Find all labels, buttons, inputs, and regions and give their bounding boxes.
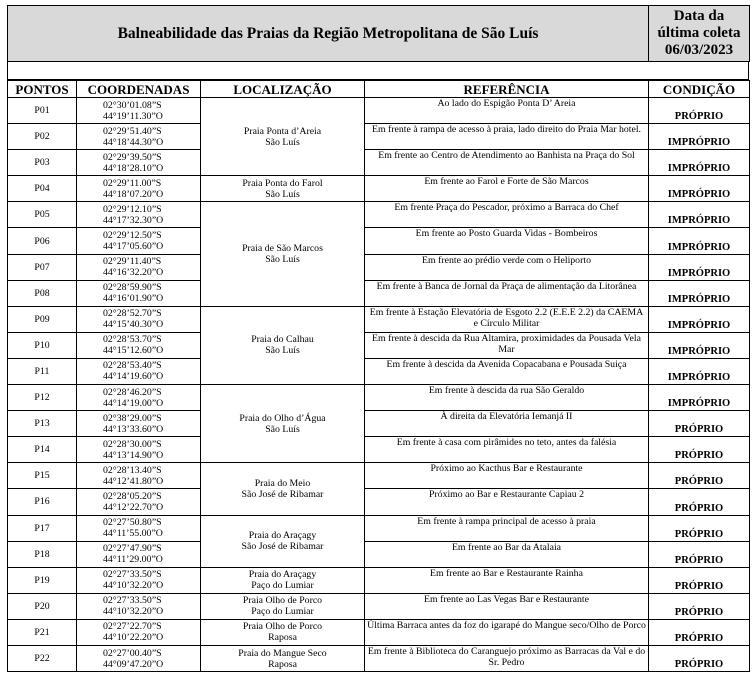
point-id: P22	[8, 645, 77, 671]
reference: Em frente ao Bar e Restaurante Rainha	[365, 567, 649, 593]
reference: Próximo ao Kacthus Bar e Restaurante	[365, 463, 649, 489]
reference: Em frente à Banca de Jornal da Praça de alimentação da Litorânea	[365, 280, 649, 306]
reference: Em frente Praça do Pescador, próximo a Barraca do Chef	[365, 202, 649, 228]
table-row	[8, 567, 750, 593]
condition: PRÓPRIO	[649, 489, 750, 515]
coordinates: 02°29’12.10”S 44°17’32.30”O	[77, 202, 201, 228]
location: Praia do Calhau São Luís	[201, 306, 365, 384]
coordinates: 02°29’12.50”S 44°17’05.60”O	[77, 228, 201, 254]
table-row	[8, 489, 750, 515]
location: Praia do Olho d’Água São Luís	[201, 385, 365, 463]
coordinates: 02°27’33.50”S 44°10’32.20”O	[77, 593, 201, 619]
reference: Em frente ao Las Vegas Bar e Restaurante	[365, 593, 649, 619]
reference: Em frente à casa com pirâmides no teto, antes da falésia	[365, 437, 649, 463]
point-id: P02	[8, 124, 77, 150]
date-label-2: última coleta	[657, 25, 741, 41]
point-id: P09	[8, 306, 77, 332]
col-header-coordenadas: COORDENADAS	[77, 81, 201, 98]
condition: PRÓPRIO	[649, 463, 750, 489]
reference: Em frente à rampa de acesso à praia, lado direito do Praia Mar hotel.	[365, 124, 649, 150]
coordinates: 02°28’53.70”S 44°15’12.60”O	[77, 332, 201, 358]
condition: IMPRÓPRIO	[649, 176, 750, 202]
table-row	[8, 254, 750, 280]
coordinates: 02°38’29.00”S 44°13’33.60”O	[77, 411, 201, 437]
coordinates: 02°28’59.90”S 44°16’01.90”O	[77, 280, 201, 306]
condition: IMPRÓPRIO	[649, 280, 750, 306]
beach-table	[7, 80, 750, 672]
reference: Em frente à descida da Rua Altamira, proximidades da Pousada Vela Mar	[365, 332, 649, 358]
location: Praia Olho de Porco Paço do Lumiar	[201, 593, 365, 619]
coordinates: 02°27’00.40”S 44°09’47.20”O	[77, 645, 201, 671]
condition: PRÓPRIO	[649, 619, 750, 645]
location: Praia Olho de Porco Raposa	[201, 619, 365, 645]
table-header-row	[8, 81, 750, 98]
reference: Em frente à descida da rua São Geraldo	[365, 385, 649, 411]
reference: Em frente ao Farol e Forte de São Marcos	[365, 176, 649, 202]
spacer-row	[7, 62, 749, 80]
condition: PRÓPRIO	[649, 567, 750, 593]
reference: Em frente ao Bar da Atalaia	[365, 541, 649, 567]
coordinates: 02°27’47.90”S 44°11’29.00”O	[77, 541, 201, 567]
coordinates: 02°28’53.40”S 44°14’19.60”O	[77, 358, 201, 384]
condition: IMPRÓPRIO	[649, 150, 750, 176]
table-row	[8, 593, 750, 619]
table-row	[8, 176, 750, 202]
condition: IMPRÓPRIO	[649, 306, 750, 332]
condition: IMPRÓPRIO	[649, 124, 750, 150]
coordinates: 02°27’22.70”S 44°10’22.20”O	[77, 619, 201, 645]
point-id: P04	[8, 176, 77, 202]
point-id: P17	[8, 515, 77, 541]
col-header-localizacao: LOCALIZAÇÃO	[201, 81, 365, 98]
point-id: P01	[8, 98, 77, 124]
coordinates: 02°30’01.08”S 44°19’11.30”O	[77, 98, 201, 124]
point-id: P07	[8, 254, 77, 280]
point-id: P14	[8, 437, 77, 463]
title-header	[7, 5, 750, 62]
table-row	[8, 385, 750, 411]
condition: PRÓPRIO	[649, 515, 750, 541]
location: Praia do Araçagy São José de Ribamar	[201, 515, 365, 567]
coordinates: 02°29’11.40”S 44°16’32.20”O	[77, 254, 201, 280]
collection-date: 06/03/2023	[664, 42, 734, 58]
col-header-referencia: REFERÊNCIA	[365, 81, 649, 98]
point-id: P10	[8, 332, 77, 358]
point-id: P16	[8, 489, 77, 515]
point-id: P08	[8, 280, 77, 306]
coordinates: 02°29’39.50”S 44°18’28.10”O	[77, 150, 201, 176]
table-row	[8, 332, 750, 358]
reference: Em frente à Biblioteca do Caranguejo próximo as Barracas da Val e do Sr. Pedro	[365, 645, 649, 671]
condition: IMPRÓPRIO	[649, 332, 750, 358]
point-id: P13	[8, 411, 77, 437]
point-id: P05	[8, 202, 77, 228]
location: Praia Ponta do Farol São Luís	[201, 176, 365, 202]
table-row	[8, 515, 750, 541]
coordinates: 02°28’30.00”S 44°13’14.90”O	[77, 437, 201, 463]
point-id: P06	[8, 228, 77, 254]
reference: Ao lado do Espigão Ponta D’ Areia	[365, 98, 649, 124]
condition: PRÓPRIO	[649, 411, 750, 437]
table-row	[8, 228, 750, 254]
location: Praia do Meio São José de Ribamar	[201, 463, 365, 515]
point-id: P20	[8, 593, 77, 619]
point-id: P18	[8, 541, 77, 567]
coordinates: 02°28’52.70”S 44°15’40.30”O	[77, 306, 201, 332]
table-row	[8, 645, 750, 671]
condition: IMPRÓPRIO	[649, 254, 750, 280]
reference: Em frente ao Posto Guarda Vidas - Bombeiros	[365, 228, 649, 254]
coordinates: 02°28’13.40”S 44°12’41.80”O	[77, 463, 201, 489]
coordinates: 02°28’05.20”S 44°12’22.70”O	[77, 489, 201, 515]
condition: PRÓPRIO	[649, 437, 750, 463]
table-row	[8, 280, 750, 306]
point-id: P21	[8, 619, 77, 645]
reference: Em frente à rampa principal de acesso à praia	[365, 515, 649, 541]
table-row	[8, 619, 750, 645]
coordinates: 02°28’46.20”S 44°14’19.00”O	[77, 385, 201, 411]
location: Praia do Mangue Seco Raposa	[201, 645, 365, 671]
condition: PRÓPRIO	[649, 98, 750, 124]
point-id: P03	[8, 150, 77, 176]
condition: PRÓPRIO	[649, 541, 750, 567]
coordinates: 02°29’51.40”S 44°18’44.30”O	[77, 124, 201, 150]
condition: IMPRÓPRIO	[649, 358, 750, 384]
condition: PRÓPRIO	[649, 645, 750, 671]
location: Praia Ponta d’Areia São Luís	[201, 98, 365, 176]
point-id: P11	[8, 358, 77, 384]
coordinates: 02°27’33.50”S 44°10’32.20”O	[77, 567, 201, 593]
table-row	[8, 306, 750, 332]
reference: Em frente à Estação Elevatória de Esgoto 2.2 (E.E.E 2.2) da CAEMA e Círculo Militar	[365, 306, 649, 332]
document-title: Balneabilidade das Praias da Região Metropolitana de São Luís	[8, 6, 649, 62]
point-id: P19	[8, 567, 77, 593]
table-row	[8, 358, 750, 384]
reference: Próximo ao Bar e Restaurante Capiau 2	[365, 489, 649, 515]
table-row	[8, 541, 750, 567]
col-header-condicao: CONDIÇÃO	[649, 81, 750, 98]
table-row	[8, 124, 750, 150]
table-row	[8, 463, 750, 489]
condition: PRÓPRIO	[649, 593, 750, 619]
table-row	[8, 202, 750, 228]
reference: Em frente ao Centro de Atendimento ao Banhista na Praça do Sol	[365, 150, 649, 176]
col-header-pontos: PONTOS	[8, 81, 77, 98]
table-row	[8, 150, 750, 176]
condition: IMPRÓPRIO	[649, 228, 750, 254]
reference: Em frente ao prédio verde com o Heliporto	[365, 254, 649, 280]
table-row	[8, 98, 750, 124]
reference: Em frente à descida da Avenida Copacabana e Pousada Suiça	[365, 358, 649, 384]
condition: IMPRÓPRIO	[649, 202, 750, 228]
table-row	[8, 437, 750, 463]
location: Praia de São Marcos São Luís	[201, 202, 365, 306]
reference: À direita da Elevatória Iemanjá II	[365, 411, 649, 437]
reference: Última Barraca antes da foz do igarapé do Mangue seco/Olho de Porco	[365, 619, 649, 645]
coordinates: 02°27’50.80”S 44°11’55.00”O	[77, 515, 201, 541]
point-id: P12	[8, 385, 77, 411]
location: Praia do Araçagy Paço do Lumiar	[201, 567, 365, 593]
condition: IMPRÓPRIO	[649, 385, 750, 411]
date-label-1: Data da	[673, 8, 725, 24]
collection-date-cell	[649, 6, 750, 62]
table-row	[8, 411, 750, 437]
coordinates: 02°29’11.00”S 44°18’07.20”O	[77, 176, 201, 202]
point-id: P15	[8, 463, 77, 489]
